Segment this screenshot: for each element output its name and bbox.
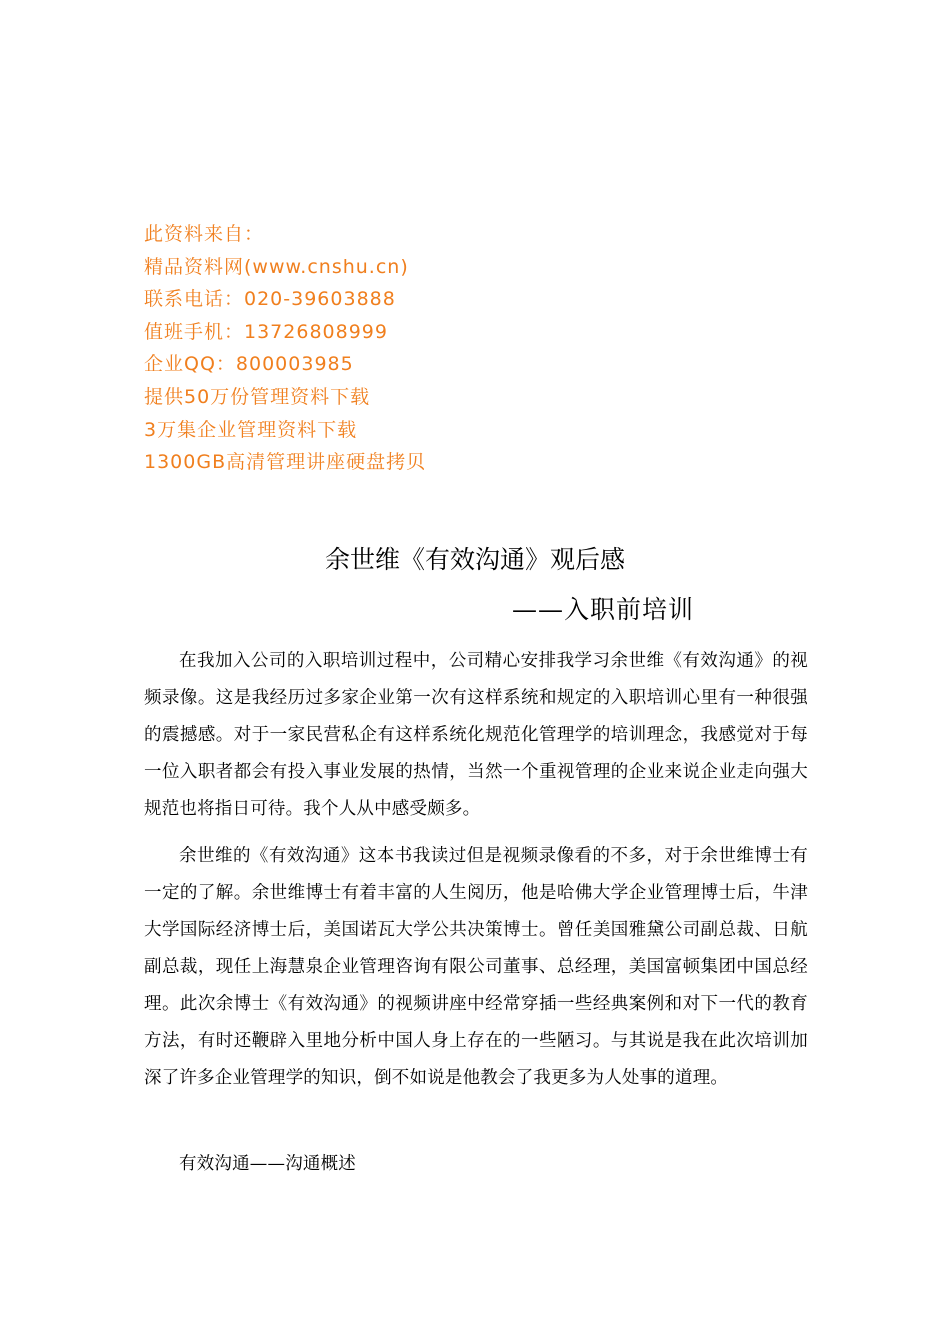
body-paragraph-1: 在我加入公司的入职培训过程中，公司精心安排我学习余世维《有效沟通》的视频录像。这是我经历过多家企业第一次有这样系统和规定的入职培训心里有一种很强的震撼感。对于一家民营私企有这样系统化规范化管理学的培训理念，我感觉对于每一位入职者都会有投入事业发展的热情，当然一个重视管理的企业来说企业走向强大规范也将指日可待。我个人从中感受颇多。 [144,651,808,819]
source-info-block [144,218,664,479]
source-line-offer-3: 1300GB高清管理讲座硬盘拷贝 [144,451,427,474]
source-line-website: 精品资料网(www.cnshu.cn) [144,255,409,278]
source-line-qq: 企业QQ：800003985 [144,353,354,376]
source-line-mobile: 值班手机：13726808999 [144,320,388,343]
section-heading: 有效沟通——沟通概述 [179,1154,356,1174]
body-paragraph-2: 余世维的《有效沟通》这本书我读过但是视频录像看的不多，对于余世维博士有一定的了解。余世维博士有着丰富的人生阅历，他是哈佛大学企业管理博士后，牛津大学国际经济博士后，美国诺瓦大学公共决策博士。曾任美国雅黛公司副总裁、日航副总裁，现任上海慧泉企业管理咨询有限公司董事、总经理，美国富顿集团中国总经理。此次余博士《有效沟通》的视频讲座中经常穿插一些经典案例和对下一代的教育方法，有时还鞭辟入里地分析中国人身上存在的一些陋习。与其说是我在此次培训加深了许多企业管理学的知识，倒不如说是他教会了我更多为人处事的道理。 [144,846,808,1088]
source-line-offer-2: 3万集企业管理资料下载 [144,418,358,441]
source-line-offer-1: 提供50万份管理资料下载 [144,385,371,408]
source-line-phone: 联系电话：020-39603888 [144,288,396,311]
document-title: 余世维《有效沟通》观后感 [324,545,625,574]
document-subtitle: ——入职前培训 [512,595,695,624]
source-line-intro: 此资料来自： [144,223,265,245]
